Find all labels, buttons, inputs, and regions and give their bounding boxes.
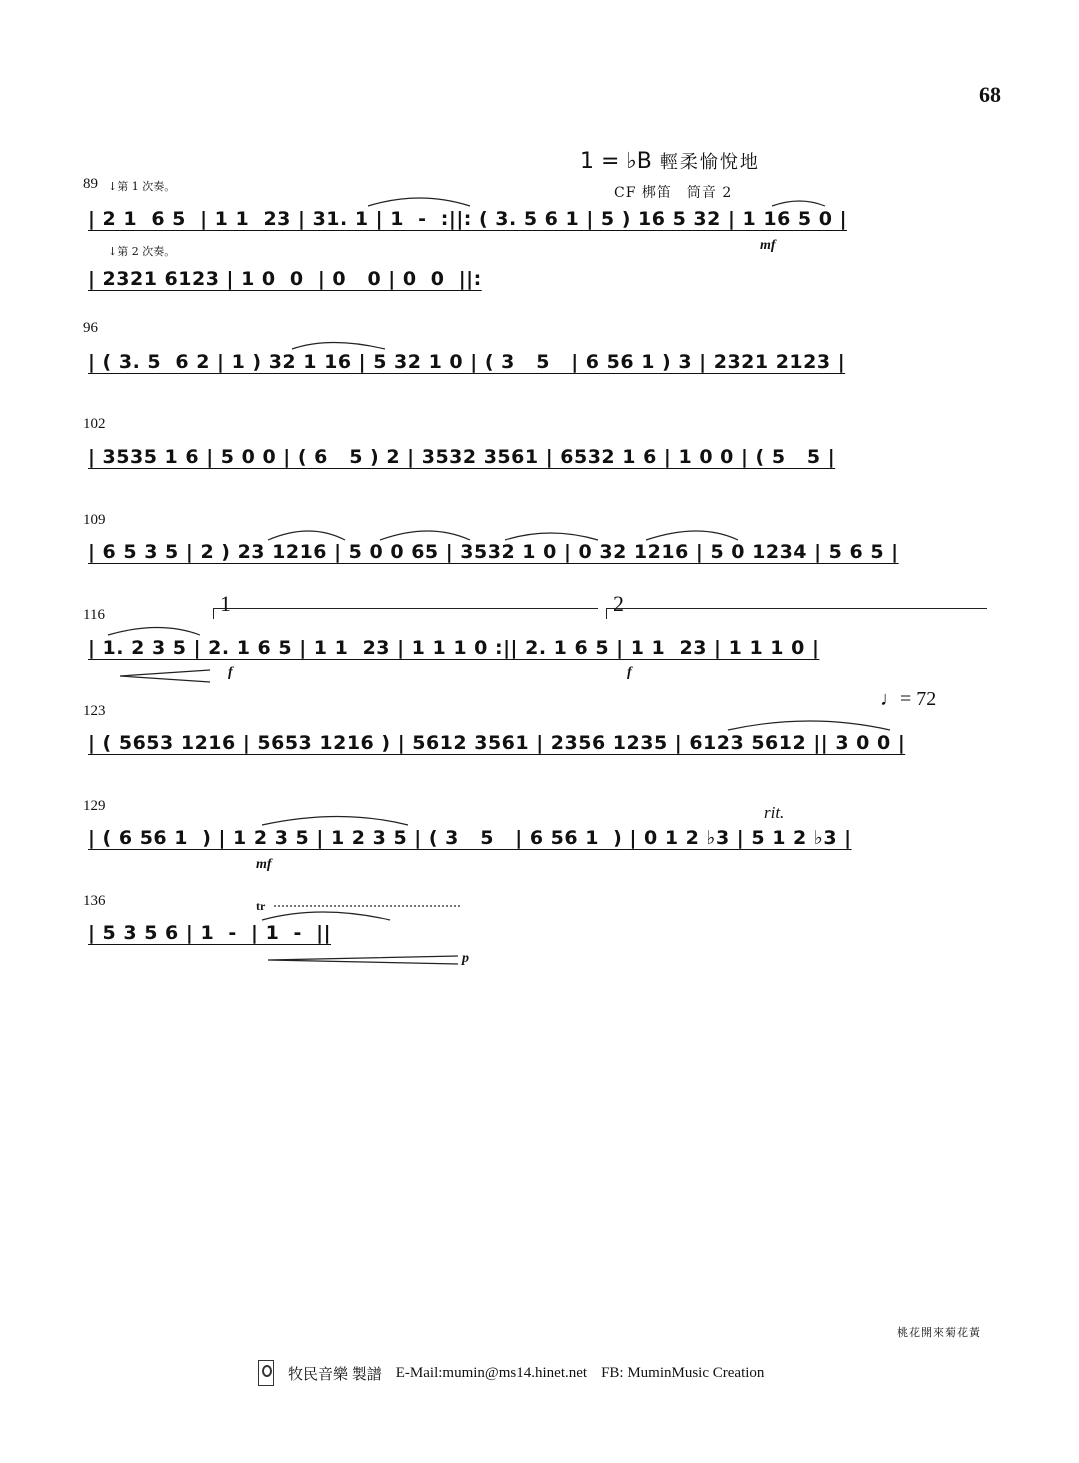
staff-line-136: | 5 3 5 6 | 1 - | 1 - || [88, 922, 332, 944]
dynamic-marking: f [627, 665, 632, 680]
measure-number: 116 [83, 607, 105, 623]
staff-line-89-lower: | 2321 6123 | 1 0 0 | 0 0 | 0 0 ||: [88, 268, 482, 290]
footer-title: 桃花開來菊花黃 [897, 1326, 981, 1339]
key-signature-text: 1 = ♭B [580, 149, 652, 174]
staff-line-116: | 1. 2 3 5 | 2. 1 6 5 | 1 1 23 | 1 1 1 0 :|| 2. 1 6 5 | 1 1 23 | 1 1 1 0 | [88, 637, 820, 659]
footer-facebook: FB: MuminMusic Creation [601, 1364, 765, 1381]
tempo-marking: ♩= 72 [880, 688, 937, 710]
staff-line-123: | ( 5653 1216 | 5653 1216 ) | 5612 3561 | 2356 1235 | 6123 5612 || 3 0 0 | [88, 732, 906, 754]
measure-number: 109 [83, 512, 106, 528]
crescendo-hairpin [120, 670, 210, 682]
staff-line-129: | ( 6 56 1 ) | 1 2 3 5 | 1 2 3 5 | ( 3 5 | 6 56 1 ) | 0 1 2 ♭3 | 5 1 2 ♭3 | [88, 827, 852, 849]
slur [292, 343, 385, 350]
slur [380, 531, 470, 540]
slur [772, 201, 825, 206]
slur [646, 531, 738, 540]
staff-line-109: | 6 5 3 5 | 2 ) 23 1216 | 5 0 0 65 | 3532 1 0 | 0 32 1216 | 5 0 1234 | 5 6 5 | [88, 541, 899, 563]
measure-number: 123 [83, 703, 106, 719]
dynamic-marking: mf [256, 857, 272, 872]
measure-number: 129 [83, 798, 106, 814]
first-time-note: ↓第 1 次奏。 [108, 180, 176, 193]
staff-line-102: | 3535 1 6 | 5 0 0 | ( 6 5 ) 2 | 3532 3561 | 6532 1 6 | 1 0 0 | ( 5 5 | [88, 446, 836, 468]
volta-1-label: 1 [220, 591, 231, 616]
slur [108, 628, 200, 636]
footer-email: E-Mail:mumin@ms14.hinet.net [395, 1364, 588, 1381]
staff-line-96: | ( 3. 5 6 2 | 1 ) 32 1 16 | 5 32 1 0 | ( 3 5 | 6 56 1 ) 3 | 2321 2123 | [88, 351, 846, 373]
slur [262, 912, 390, 920]
ritardando-marking: rit. [764, 803, 785, 822]
footer [258, 1360, 764, 1386]
instrument-label: CF 梆笛 筒音 2 [614, 185, 733, 201]
mumin-logo-icon [258, 1360, 274, 1386]
page-number: 68 [979, 82, 1001, 107]
measure-number: 89 [83, 176, 98, 192]
measure-number: 136 [83, 893, 106, 909]
slur [268, 531, 345, 540]
measure-number: 102 [83, 416, 106, 432]
slur [728, 721, 890, 730]
volta-2-label: 2 [613, 591, 624, 616]
dynamic-marking: p [462, 951, 469, 966]
second-time-note: ↓第 2 次奏。 [108, 245, 176, 258]
measure-number: 96 [83, 320, 98, 336]
decrescendo-hairpin [268, 956, 458, 964]
dynamic-marking: f [228, 665, 233, 680]
trill-marking: tr [256, 899, 266, 913]
slur [262, 817, 408, 826]
staff-line-89-upper: | 2 1 6 5 | 1 1 23 | 31. 1 | 1 - :||: ( 3. 5 6 1 | 5 ) 16 5 32 | 1 16 5 0 | [88, 208, 848, 230]
expression-marking: 輕柔愉悅地 [659, 152, 760, 173]
dynamic-marking: mf [760, 238, 776, 253]
footer-publisher: 牧民音樂 製譜 [288, 1366, 382, 1383]
slur [368, 198, 470, 206]
slur [505, 533, 598, 540]
